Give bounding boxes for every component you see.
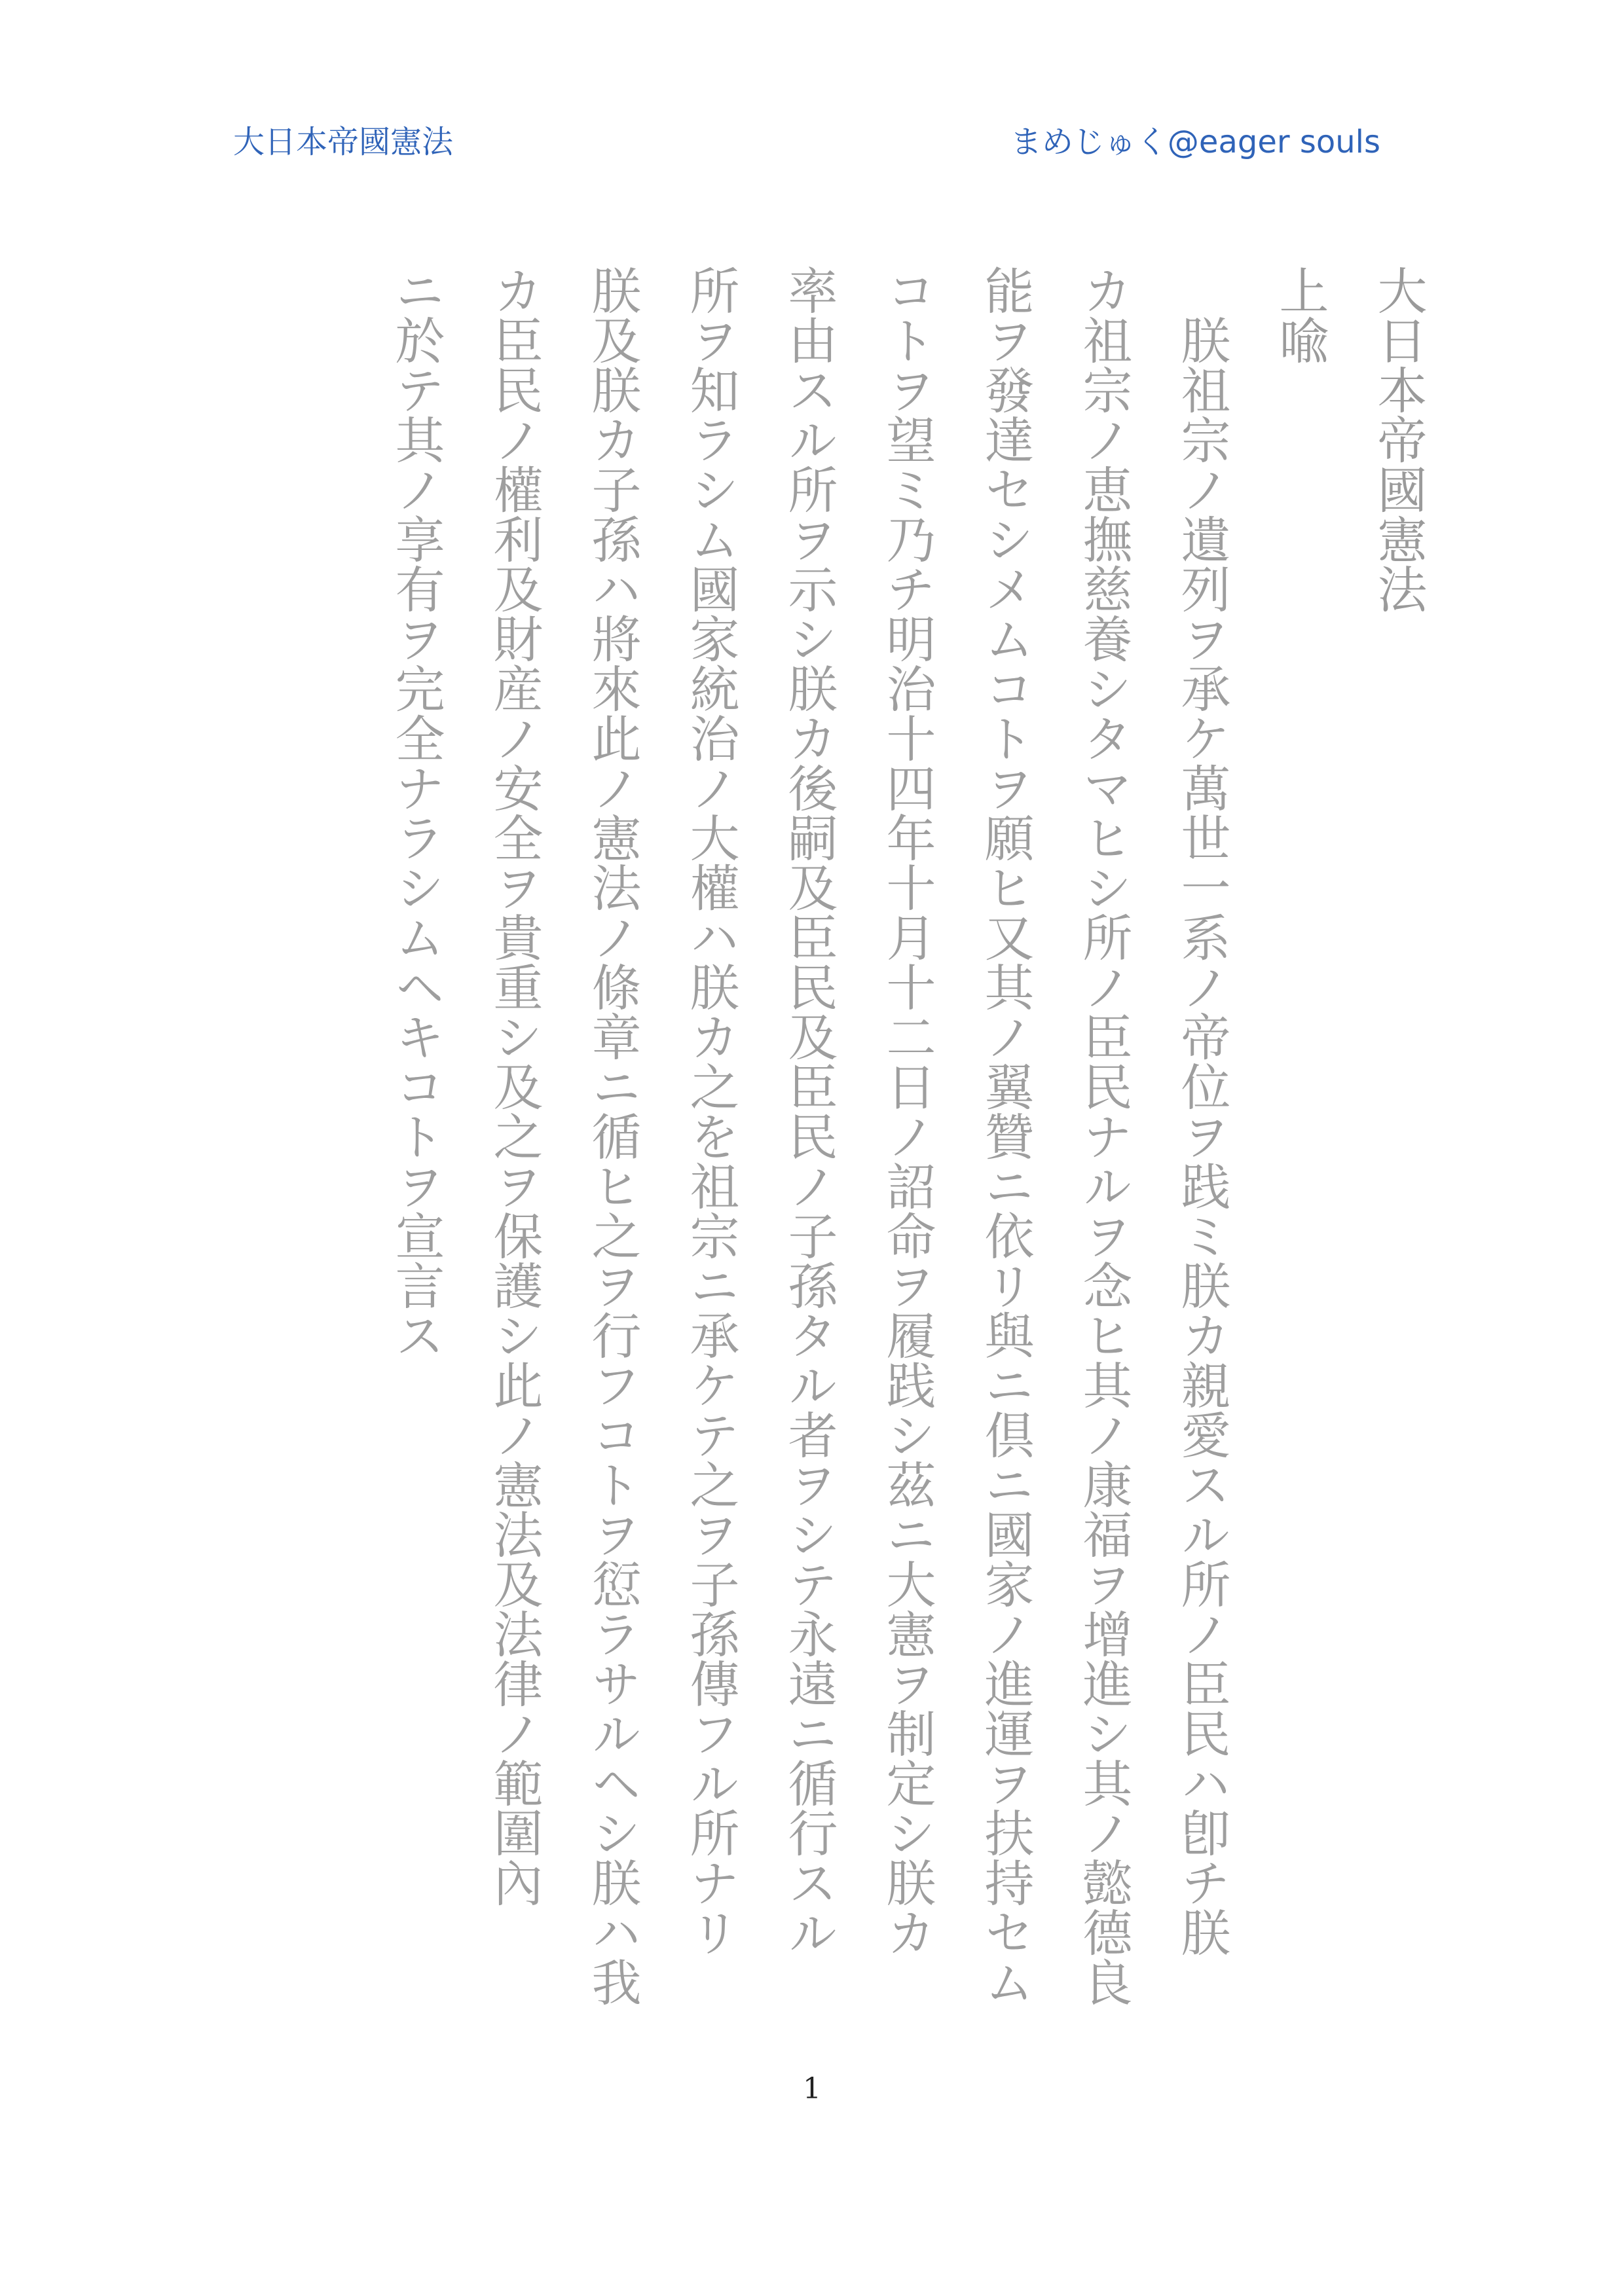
text-column: 朕及朕カ子孫ハ將來此ノ憲法ノ條章ニ循ヒ之ヲ行フコトヲ愆ラサルヘシ朕ハ我 bbox=[583, 265, 642, 2007]
text-column: カ祖宗ノ恵撫慈養シタマヒシ所ノ臣民ナルヲ念ヒ其ノ康福ヲ增進シ其ノ懿德良 bbox=[1075, 265, 1133, 2007]
page-number: 1 bbox=[803, 2072, 821, 2105]
header-author: まめじゅく@eager souls bbox=[1010, 124, 1380, 160]
document-body bbox=[301, 265, 1447, 2085]
text-column: 所ヲ知ラシム國家統治ノ大權ハ朕カ之を祖宗ニ承ケテ之ヲ子孫傳フル所ナリ bbox=[682, 265, 740, 1957]
text-column: 能ヲ發達セシメムコトヲ願ヒ又其ノ翼贊ニ依リ與ニ倶ニ國家ノ進運ヲ扶持セム bbox=[976, 265, 1035, 2007]
text-column: 朕祖宗ノ遺列ヲ承ケ萬世一系ノ帝位ヲ践ミ朕カ親愛スル所ノ臣民ハ卽チ朕 bbox=[1173, 315, 1231, 1957]
section-heading: 上喩 bbox=[1271, 265, 1329, 365]
text-column: 率由スル所ヲ示シ朕カ後嗣及臣民及臣民ノ子孫タル者ヲシテ永遠ニ循行スル bbox=[780, 265, 838, 1957]
text-column: コトヲ望ミ乃チ明治十四年十月十二日ノ詔命ヲ履践シ茲ニ大憲ヲ制定シ朕カ bbox=[878, 265, 936, 1957]
header-document-title: 大日本帝國憲法 bbox=[233, 124, 454, 160]
text-column: カ臣民ノ權利及財産ノ安全ヲ貴重シ及之ヲ保護シ此ノ憲法及法律ノ範圍內 bbox=[485, 265, 544, 1907]
text-column: ニ於テ其ノ享有ヲ完全ナラシムヘキコトヲ宣言ス bbox=[387, 265, 445, 1360]
document-title: 大日本帝國憲法 bbox=[1369, 265, 1428, 613]
